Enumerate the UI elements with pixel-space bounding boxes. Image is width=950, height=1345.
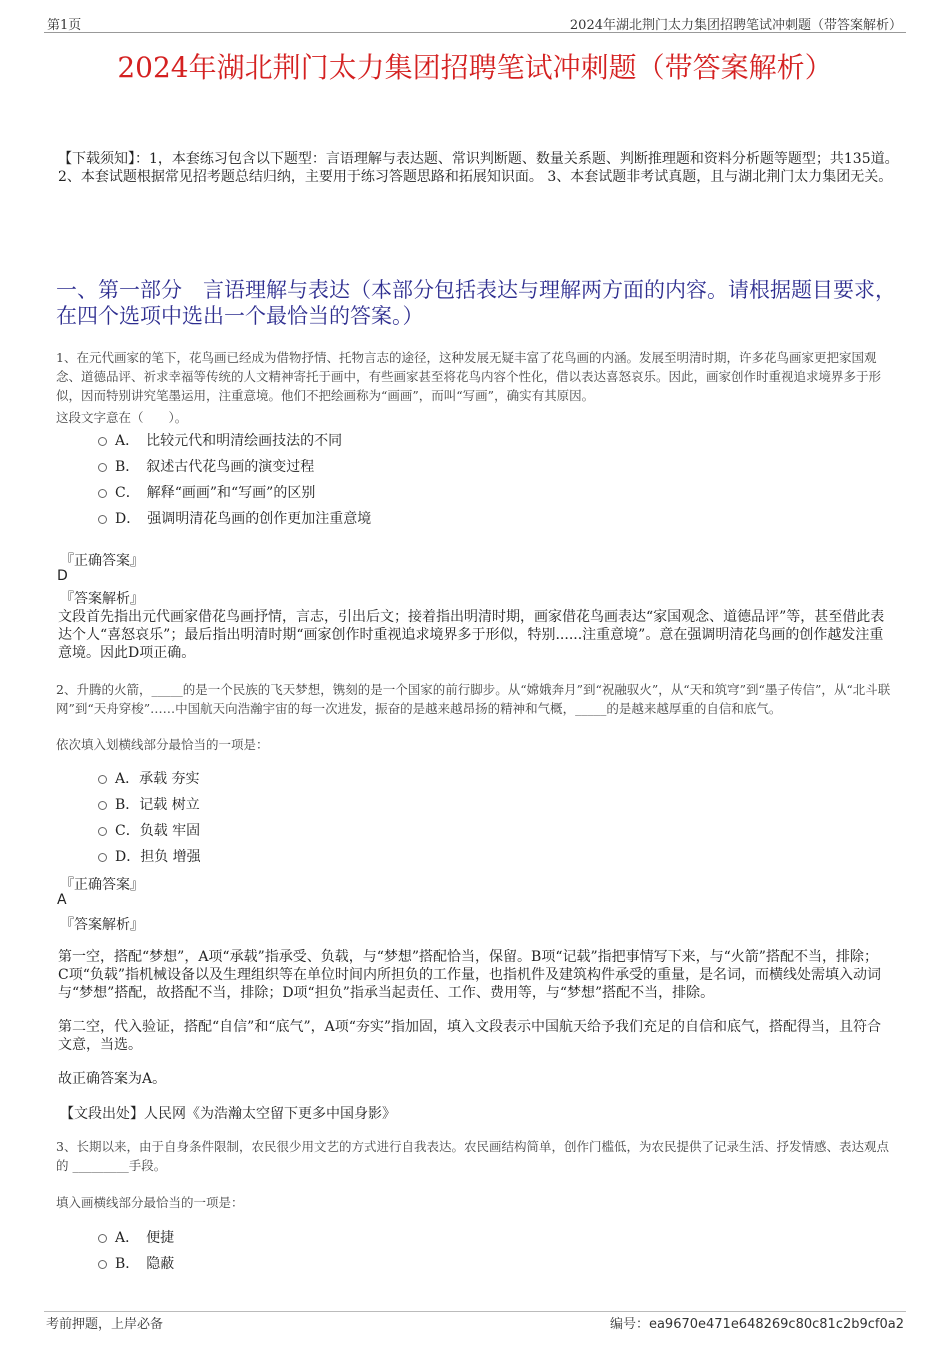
q2-source: 【文段出处】人民网《为浩瀚太空留下更多中国身影》 (60, 1106, 396, 1122)
running-title: 2024年湖北荆门太力集团招聘笔试冲刺题（带答案解析） (569, 18, 902, 33)
radio-icon[interactable] (98, 437, 107, 446)
question-3-text: 3、长期以来，由于自身条件限制，农民很少用文艺的方式进行自我表达。农民画结构简单，创作门槛低，为农民提供了记录生活、抒发情感、表达观点的 _________手段。 (56, 1139, 889, 1173)
q3-option-a[interactable]: A． 便捷 (98, 1227, 174, 1247)
question-1-prompt: 这段文字意在（ ）。 (56, 410, 188, 425)
page-number: 第1页 (47, 18, 82, 33)
section-title: 一、第一部分 言语理解与表达（本部分包括表达与理解两方面的内容。请根据题目要求，在四个选项中选出一个最恰当的答案。） (56, 278, 896, 328)
radio-icon[interactable] (98, 515, 107, 524)
footer-rule (44, 1311, 906, 1312)
footer-serial-number: 编号：ea9670e471e648269c80c81c2b9cf0a2 (609, 1317, 904, 1332)
q2-analysis-paragraph-3: 故正确答案为A。 (58, 1071, 167, 1087)
radio-icon[interactable] (98, 853, 107, 862)
radio-icon[interactable] (98, 489, 107, 498)
q2-option-d[interactable]: D．担负 增强 (98, 846, 201, 866)
q2-correct-answer-label: 『正确答案』 (60, 877, 144, 893)
q1-correct-answer-label: 『正确答案』 (60, 553, 144, 569)
radio-icon[interactable] (98, 1260, 107, 1269)
radio-icon[interactable] (98, 827, 107, 836)
q2-analysis-label: 『答案解析』 (60, 917, 144, 933)
q2-analysis-paragraph-1: 第一空，搭配“梦想”，A项“承载”指承受、负载，与“梦想”搭配恰当，保留。B项“记载”指把事情写下来，与“火箭”搭配不当，排除；C项“负载”指机械设备以及生理组织等在单位时间内所担负的工作量，也指机件及建筑构件承受的重量，是名词，而横线处需填入动词与“梦想”搭配，故搭配不当，排除；D项“担负”指承当起责任、工作、费用等，与“梦想”搭配不当，排除。 (58, 949, 882, 1001)
radio-icon[interactable] (98, 775, 107, 784)
footer-slogan: 考前押题，上岸必备 (46, 1317, 164, 1332)
q2-option-c[interactable]: C．负载 牢固 (98, 820, 200, 840)
question-1-text: 1、在元代画家的笔下，花鸟画已经成为借物抒情、托物言志的途径，这种发展无疑丰富了花鸟画的内涵。发展至明清时期，许多花鸟画家更把家国观念、道德品评、祈求幸福等传统的人文精神寄托于画中，有些画家甚至将花鸟内容个性化，借以表达喜怒哀乐。因此，画家创作时重视追求境界多于形似，因而特别讲究笔墨运用，注重意境。他们不把绘画称为“画画”，而叫“写画”，确实有其原因。 (56, 350, 882, 403)
document-title: 2024年湖北荆门太力集团招聘笔试冲刺题（带答案解析） (117, 51, 833, 84)
q2-correct-answer: A (57, 892, 67, 908)
question-3-prompt: 填入画横线部分最恰当的一项是： (56, 1195, 244, 1210)
q2-analysis-paragraph-2: 第二空，代入验证，搭配“自信”和“底气”，A项“夯实”指加固，填入文段表示中国航天给予我们充足的自信和底气，搭配得当，且符合文意，当选。 (58, 1019, 882, 1053)
q1-analysis: 文段首先指出元代画家借花鸟画抒情，言志，引出后文；接着指出明清时期，画家借花鸟画表达“家国观念、道德品评”等，甚至借此表达个人“喜怒哀乐”；最后指出明清时期“画家创作时重视追求境界多于形似，特别......注重意境”。意在强调明清花鸟画的创作越发注重意境。因此D项正确。 (58, 609, 885, 661)
q1-option-a[interactable]: A． 比较元代和明清绘画技法的不同 (98, 430, 342, 450)
q2-option-b[interactable]: B．记载 树立 (98, 794, 200, 814)
question-2-prompt: 依次填入划横线部分最恰当的一项是： (56, 737, 269, 752)
radio-icon[interactable] (98, 1234, 107, 1243)
q1-option-c[interactable]: C． 解释“画画”和“写画”的区别 (98, 482, 315, 502)
radio-icon[interactable] (98, 463, 107, 472)
header-rule (44, 32, 906, 33)
q1-analysis-label: 『答案解析』 (60, 591, 144, 607)
radio-icon[interactable] (98, 801, 107, 810)
q3-option-b[interactable]: B． 隐蔽 (98, 1253, 174, 1273)
q2-option-a[interactable]: A．承载 夯实 (98, 768, 200, 788)
q1-option-b[interactable]: B． 叙述古代花鸟画的演变过程 (98, 456, 314, 476)
q1-option-d[interactable]: D． 强调明清花鸟画的创作更加注重意境 (98, 508, 371, 528)
question-2-text: 2、升腾的火箭，_____的是一个民族的飞天梦想，镌刻的是一个国家的前行脚步。从“嫦娥奔月”到“祝融驭火”，从“天和筑穹”到“墨子传信”，从“北斗联网”到“天舟穿梭”……中国航天向浩瀚宇宙的每一次进发，振奋的是越来越昂扬的精神和气概，_____的是越来越厚重的自信和底气。 (56, 682, 891, 716)
q1-correct-answer: D (57, 568, 68, 584)
download-notice: 【下载须知】：1，本套练习包含以下题型：言语理解与表达题、常识判断题、数量关系题、判断推理题和资料分析题等题型；共135道。 2、本套试题根据常见招考题总结归纳，主要用于练习答题思路和拓展知识面。 3、本套试题非考试真题，且与湖北荆门太力集团无关。 (58, 151, 899, 185)
